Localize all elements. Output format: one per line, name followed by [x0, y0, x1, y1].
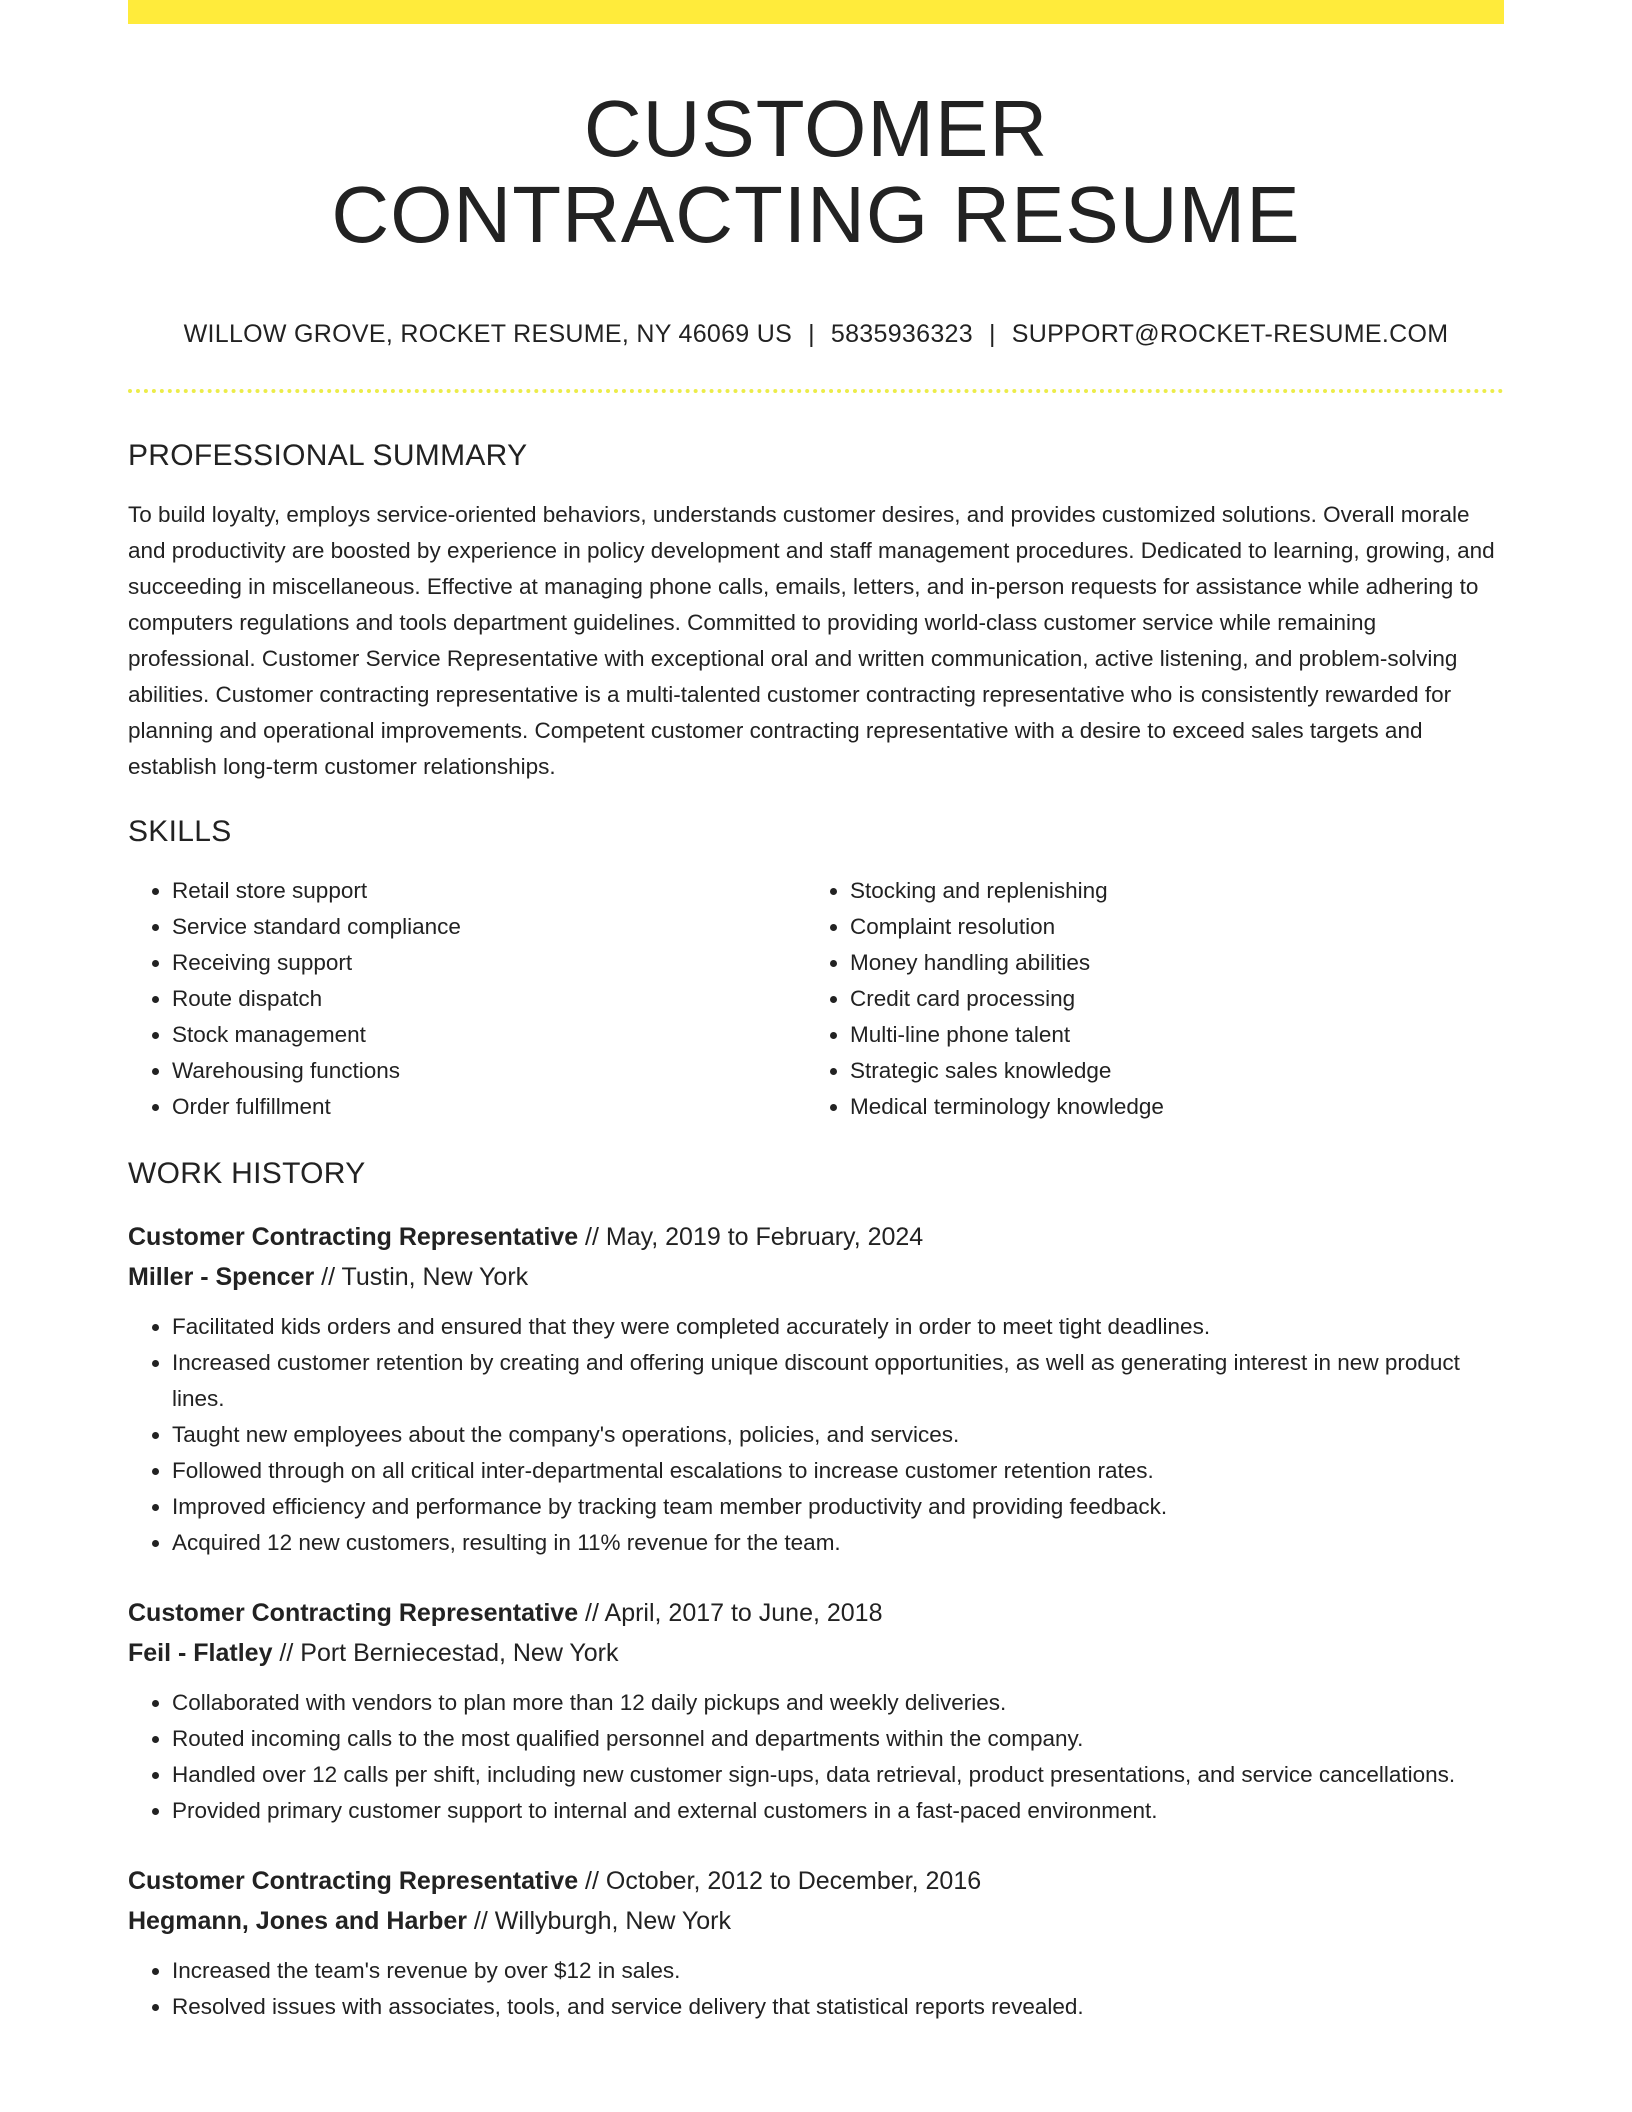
skill-item: • Route dispatch — [172, 981, 806, 1017]
job-title-line — [128, 1217, 1504, 1257]
skill-item: • Credit card processing — [850, 981, 1484, 1017]
job-bullet: • Followed through on all critical inter-departmental escalations to increase customer retention rates. — [172, 1453, 1504, 1489]
skill-item: • Stocking and replenishing — [850, 873, 1484, 909]
job-bullet: • Taught new employees about the company's operations, policies, and services. — [172, 1417, 1504, 1453]
summary-paragraph: To build loyalty, employs service-oriented behaviors, understands customer desires, and provides customized solutions. Overall morale and productivity are boosted by experience in policy development and staff management procedures. Dedicated to learning, growing, and succeeding in miscellaneous. Effective at managing phone calls, emails, letters, and in-person requests for assistance while adhering to computers regulations and tools department guidelines. Committed to providing world-class customer service while remaining professional. Customer Service Representative with exceptional oral and written communication, active listening, and problem-solving abilities. Customer contracting representative is a multi-talented customer contracting representative who is consistently rewarded for planning and operational improvements. Competent customer contracting representative with a desire to exceed sales targets and establish long-term customer relationships. — [128, 502, 1495, 779]
job-location: // Willyburgh, New York — [466, 1907, 731, 1935]
skill-item: • Order fulfillment — [172, 1089, 806, 1125]
work-history-section — [128, 1157, 1504, 2025]
resume-title-line-2: CONTRACTING RESUME — [331, 170, 1301, 259]
header-divider — [128, 389, 1504, 393]
job-bullet: • Routed incoming calls to the most qualified personnel and departments within the company. — [172, 1721, 1504, 1757]
professional-summary-section — [128, 439, 1504, 785]
job-role: Customer Contracting Representative — [128, 1867, 579, 1895]
job-company-line — [128, 1257, 1504, 1297]
section-title-work-history: WORK HISTORY — [128, 1157, 366, 1190]
job-dates: // May, 2019 to February, 2024 — [578, 1223, 924, 1251]
job-bullets — [128, 1309, 1504, 1561]
job-company-line — [128, 1633, 1504, 1673]
skills-section — [128, 815, 1504, 1125]
job-entry — [128, 1593, 1504, 1829]
contact-address: WILLOW GROVE, ROCKET RESUME, NY 46069 US — [183, 320, 793, 348]
job-entry — [128, 1861, 1504, 2025]
job-title-line — [128, 1861, 1504, 1901]
job-company: Hegmann, Jones and Harber — [128, 1907, 467, 1935]
top-accent-bar — [128, 0, 1504, 24]
resume-title-line-1: CUSTOMER — [583, 84, 1049, 173]
skill-item: • Warehousing functions — [172, 1053, 806, 1089]
job-bullets — [128, 1685, 1504, 1829]
skill-item: • Stock management — [172, 1017, 806, 1053]
job-bullet: • Collaborated with vendors to plan more than 12 daily pickups and weekly deliveries. — [172, 1685, 1504, 1721]
job-bullet: • Facilitated kids orders and ensured that they were completed accurately in order to meet tight deadlines. — [172, 1309, 1504, 1345]
job-entry — [128, 1217, 1504, 1561]
contact-phone: 5835936323 — [830, 320, 973, 348]
job-bullets — [128, 1953, 1504, 2025]
skills-list-left — [128, 873, 806, 1125]
resume-title — [128, 86, 1504, 258]
job-role: Customer Contracting Representative — [128, 1599, 579, 1627]
job-bullet: • Resolved issues with associates, tools, and service delivery that statistical reports revealed. — [172, 1989, 1504, 2025]
skill-item: • Money handling abilities — [850, 945, 1484, 981]
job-bullet: • Improved efficiency and performance by tracking team member productivity and providing feedback. — [172, 1489, 1504, 1525]
job-company: Feil - Flatley — [128, 1639, 273, 1667]
job-bullet: • Acquired 12 new customers, resulting in 11% revenue for the team. — [172, 1525, 1504, 1561]
job-bullet: • Increased the team's revenue by over $12 in sales. — [172, 1953, 1504, 1989]
job-dates: // October, 2012 to December, 2016 — [578, 1867, 982, 1895]
job-role: Customer Contracting Representative — [128, 1223, 579, 1251]
skill-item: • Complaint resolution — [850, 909, 1484, 945]
contact-separator: | — [808, 320, 815, 348]
contact-separator: | — [988, 320, 996, 348]
job-location: // Port Berniecestad, New York — [272, 1639, 619, 1667]
skill-item: • Medical terminology knowledge — [850, 1089, 1484, 1125]
skills-columns — [128, 873, 1504, 1125]
job-bullet: • Increased customer retention by creating and offering unique discount opportunities, as well as generating interest in new product lines. — [172, 1345, 1504, 1417]
job-title-line — [128, 1593, 1504, 1633]
job-location: // Tustin, New York — [314, 1263, 529, 1291]
skill-item: • Multi-line phone talent — [850, 1017, 1484, 1053]
job-dates: // April, 2017 to June, 2018 — [578, 1599, 883, 1627]
job-company: Miller - Spencer — [128, 1263, 315, 1291]
job-list — [128, 1217, 1504, 2025]
skill-item: • Service standard compliance — [172, 909, 806, 945]
section-title-summary: PROFESSIONAL SUMMARY — [128, 439, 528, 472]
skills-list-right — [806, 873, 1484, 1125]
job-bullet: • Handled over 12 calls per shift, including new customer sign-ups, data retrieval, product presentations, and service cancellations. — [172, 1757, 1504, 1793]
skill-item: • Retail store support — [172, 873, 806, 909]
contact-email: SUPPORT@ROCKET-RESUME.COM — [1011, 320, 1449, 348]
job-company-line — [128, 1901, 1504, 1941]
section-title-skills: SKILLS — [128, 815, 232, 848]
skill-item: • Strategic sales knowledge — [850, 1053, 1484, 1089]
skill-item: • Receiving support — [172, 945, 806, 981]
resume-page — [128, 0, 1504, 2112]
contact-line — [128, 320, 1504, 349]
job-bullet: • Provided primary customer support to internal and external customers in a fast-paced environment. — [172, 1793, 1504, 1829]
